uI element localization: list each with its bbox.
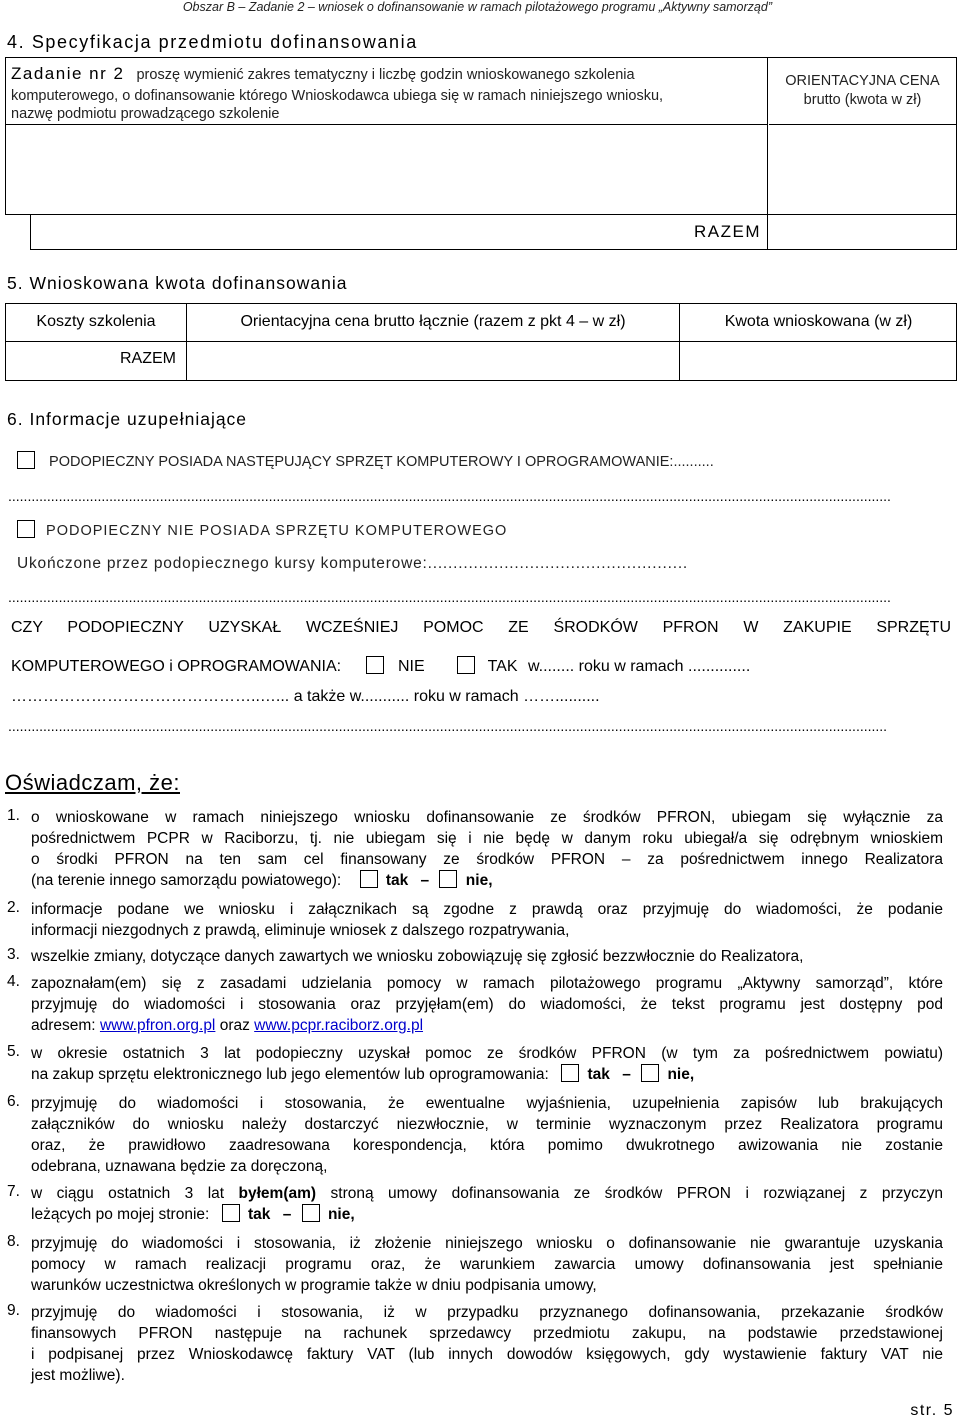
declaration-item-8: przyjmuję do wiadomości i stosowania, iż złożenie niniejszego wniosku o dofinansowanie nie gwarantuje uzyskania pomocy w ramach realizacji programu oraz, że warunkiem zawarcia umowy dofinansowania jest spełnianie warunków uczestnictwa określonych w programie także w dniu podpisania umowy, (31, 1235, 943, 1294)
section-4-title: 4. Specyfikacja przedmiotu dofinansowania (7, 32, 418, 52)
declaration-item-3-number: 3. (7, 946, 20, 963)
declaration-item-2-number: 2. (7, 899, 20, 916)
section-4-total-row (30, 214, 957, 250)
prior-help-no-label: NIE (398, 658, 425, 675)
declaration-item-4: zapoznałam(em) się z zasadami udzielania pomocy w ramach pilotażowego programu „Aktywny samorząd”, które przyjmuję do wiadomości i stosowania oraz przyjęłam(em) do wiadomości, że tekst programu jest dostępny pod adresem: www.pfron.org.pl oraz www.pcpr.raciborz.org.pl (31, 975, 943, 1034)
price-header-line1: ORIENTACYJNA CENA (785, 73, 940, 89)
item-7-nie-checkbox[interactable] (302, 1204, 320, 1222)
item-5-tak-checkbox[interactable] (561, 1064, 579, 1082)
prior-help-in-label: w (527, 658, 539, 675)
also-in-label: a także w (293, 688, 361, 705)
prior-help-dots-line[interactable]: .................................................................................................................................................................................................................................. (8, 718, 888, 734)
completed-courses-field[interactable]: Ukończone przez podopiecznego kursy komputerowe:................................................... (17, 555, 689, 572)
prior-help-year-field[interactable]: ........ roku w ramach (538, 658, 684, 675)
prior-help-question-cont: KOMPUTEROWEGO i OPROGRAMOWANIA: (11, 658, 342, 675)
item-5-nie-checkbox[interactable] (641, 1064, 659, 1082)
section-5-total-label: RAZEM (120, 350, 176, 367)
declaration-title: Oświadczam, że: (5, 770, 180, 795)
prior-help-program-field[interactable]: .............. (688, 658, 751, 675)
declaration-item-3: wszelkie zmiany, dotyczące danych zawartych we wniosku zobowiązuję się zgłosić bezzwłocznie do Realizatora, (31, 948, 804, 965)
pcpr-link[interactable]: www.pcpr.raciborz.org.pl (254, 1017, 424, 1034)
task-desc-line3: nazwę podmiotu prowadzącego szkolenie (11, 106, 280, 122)
declaration-item-5: w okresie ostatnich 3 lat podopieczny uzyskał pomoc ze środków PFRON (w tym za pośrednictwem powiatu) na zakup sprzętu elektronicznego lub jego elementów lub oprogramowania: tak – nie, (31, 1045, 943, 1083)
declaration-item-8-number: 8. (7, 1233, 20, 1250)
task-description-cell[interactable] (6, 58, 768, 214)
requested-amount-value[interactable] (681, 343, 956, 380)
task-desc-line1: proszę wymienić zakres tematyczny i liczbę godzin wnioskowanego szkolenia (136, 67, 635, 83)
prior-help-yes-label: TAK (487, 658, 518, 675)
col-training-costs: Koszty szkolenia (36, 313, 156, 330)
has-equipment-checkbox[interactable] (17, 451, 35, 469)
declaration-item-6-number: 6. (7, 1093, 20, 1110)
task-desc-line2: komputerowego, o dofinansowanie którego Wnioskodawca ubiega się w ramach niniejszego wniosku, (11, 88, 664, 104)
page-number: str. 5 (910, 1402, 954, 1419)
item-7-tak-checkbox[interactable] (222, 1204, 240, 1222)
equipment-dots-line[interactable]: ................................................................................................................................................................................................................................... (8, 488, 891, 504)
col-estimated-total: Orientacyjna cena brutto łącznie (razem z pkt 4 – w zł) (240, 313, 626, 330)
has-equipment-label: PODOPIECZNY POSIADA NASTĘPUJĄCY SPRZĘT KOMPUTEROWY I OPROGRAMOWANIE:.......... (49, 454, 714, 470)
prior-help-no-checkbox[interactable] (366, 656, 384, 674)
declaration-item-7-number: 7. (7, 1183, 20, 1200)
section-6-title: 6. Informacje uzupełniające (7, 409, 248, 429)
declaration-item-7: w ciągu ostatnich 3 lat byłem(am) stroną umowy dofinansowania ze środków PFRON i rozwiązanej z przyczyn leżących po mojej stronie: tak – nie, (31, 1185, 943, 1223)
no-equipment-checkbox[interactable] (17, 520, 35, 538)
declaration-item-4-number: 4. (7, 973, 20, 990)
pfron-link[interactable]: www.pfron.org.pl (99, 1017, 216, 1034)
declaration-item-2: informacje podane we wniosku i załącznikach są zgodne z prawdą oraz przyjmuję do wiadomości, że podanie informacji niezgodnych z prawdą, eliminuje wniosek z dalszego rozpatrywania, (31, 901, 943, 939)
page-header-note: Obszar B – Zadanie 2 – wniosek o dofinansowanie w ramach pilotażowego programu „Aktywny samorząd” (182, 0, 772, 14)
no-equipment-label: PODOPIECZNY NIE POSIADA SPRZĘTU KOMPUTEROWEGO (46, 523, 508, 539)
prior-help-yes-checkbox[interactable] (457, 656, 475, 674)
prior-help-question: CZY PODOPIECZNY UZYSKAŁ WCZEŚNIEJ POMOC ZE ŚRODKÓW PFRON W ZAKUPIE SPRZĘTU (11, 619, 951, 636)
estimated-total-value[interactable] (188, 343, 678, 380)
prior-help-program-cont-field[interactable]: ………………………………………..…... (11, 688, 290, 705)
section-4-total-value[interactable] (769, 215, 956, 249)
declaration-item-1: o wnioskowane w ramach niniejszego wniosku dofinansowanie ze środków PFRON, ubiegam się wyłącznie za pośrednictwem PCPR w Raciborzu, tj. nie ubiegam się i nie będę w danym roku ubiegał/a się odrębnym wnioskiem o środki PFRON na ten sam cel finansowany ze środków PFRON – za pośrednictwem innego Realizatora (na terenie innego samorządu powiatowego): tak – nie, (31, 809, 943, 889)
price-cell[interactable] (769, 58, 956, 214)
item-1-tak-checkbox[interactable] (360, 870, 378, 888)
item-1-nie-checkbox[interactable] (439, 870, 457, 888)
section-5-title: 5. Wnioskowana kwota dofinansowania (7, 273, 348, 293)
declaration-item-1-number: 1. (7, 807, 20, 824)
declaration-item-5-number: 5. (7, 1043, 20, 1060)
second-year-field[interactable]: ........... roku w ramach (360, 688, 519, 705)
declaration-item-9: przyjmuję do wiadomości i stosowania, iż w przypadku przyznanego dofinansowania, przekazanie środków finansowych PFRON następuje na rachunek sprzedawcy przedmiotu zakupu, na podstawie przedstawionej i podpisanej przez Wnioskodawcę faktury VAT (lub innych dowodów księgowych, gdy wystawienie faktury VAT nie jest możliwe). (31, 1304, 943, 1384)
specification-table (5, 57, 957, 215)
declaration-item-6: przyjmuję do wiadomości i stosowania, że ewentualne wyjaśnienia, uzupełnienia zapisów lub brakujących załączników do wniosku należy dostarczyć niezwłocznie, w terminie wyznaczonym przez Realizatora programu oraz, że prawidłowo zaadresowana korespondencja, która pomimo dwukrotnego awizowania nie zostanie odebrana, uznawana będzie za doręczoną, (31, 1095, 943, 1175)
task-label: Zadanie nr 2 (11, 64, 125, 83)
col-requested-amount: Kwota wnioskowana (w zł) (724, 313, 913, 330)
funding-amount-table (5, 303, 957, 381)
declaration-item-9-number: 9. (7, 1302, 20, 1319)
section-4-total-label: RAZEM (694, 222, 761, 241)
courses-dots-line[interactable]: ................................................................................................................................................................................................................................... (8, 589, 891, 605)
second-program-field[interactable]: …….......... (523, 688, 600, 705)
price-header-line2: brutto (kwota w zł) (803, 92, 922, 108)
